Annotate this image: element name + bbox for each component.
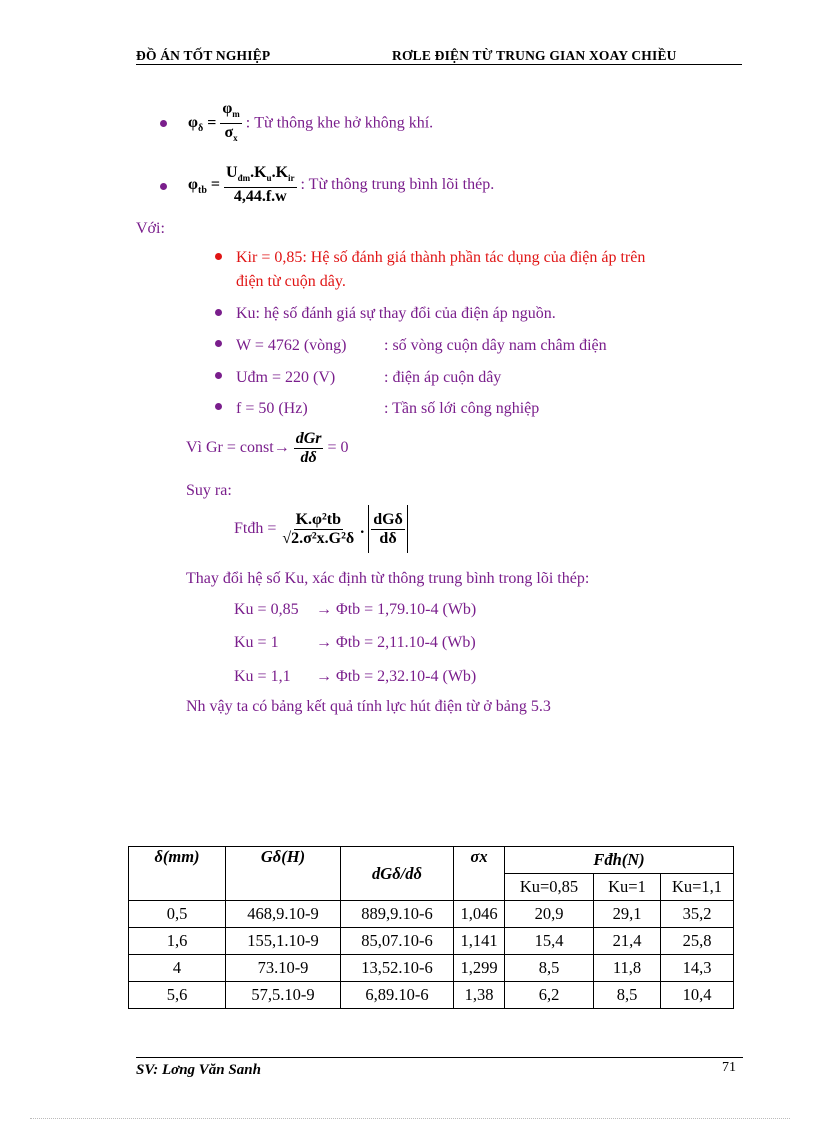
col-header-fdh: Fđh(N) [505,847,734,874]
table-cell: 13,52.10-6 [341,955,454,982]
kir-line1: Kir = 0,85: Hệ số đánh giá thành phần tác dụng của điện áp trên [236,249,646,266]
ku-row-2-label: Ku = 1 [234,634,279,651]
table-cell: 29,1 [594,901,661,928]
phi-tb-formula: $\varphi_{tb}$ = $\frac{U_{đm}.K_u.K_{ir}}{4,44.f.w}$ : Từ thông trung bình lõi thép. [188,164,495,206]
table-cell: 6,89.10-6 [341,982,454,1009]
header-left: ĐỒ ÁN TỐT NGHIỆP [136,48,271,63]
table-row [129,901,734,928]
page-edge-divider [30,1118,790,1119]
table-cell: 4 [129,955,226,982]
bullet-icon [215,309,222,316]
col-header-dg-ddelta: dGδ/dδ [341,847,454,901]
ku-row-3-phi: → Φtb = 2,32.10-4 (Wb) [316,668,477,685]
sub-header-ku-11: Ku=1,1 [661,874,734,901]
udm-desc: : điện áp cuộn dây [384,369,502,386]
col-header-g-delta: Gδ(H) [226,847,341,901]
table-cell: 468,9.10-9 [226,901,341,928]
table-cell: 20,9 [505,901,594,928]
ftdh-formula: Ftđh = $\frac{\text{K.φ²tb}}{\text{√2.σ²x.G²δ}}$ . $\frac{\text{dGδ}}{d\delta}$ [234,505,408,553]
table-cell: 1,6 [129,928,226,955]
table-cell: 5,6 [129,982,226,1009]
table-cell: 155,1.10-9 [226,928,341,955]
table-cell: 10,4 [661,982,734,1009]
header-right: RƠLE ĐIỆN TỪ TRUNG GIAN XOAY CHIỀU [392,48,677,63]
ku-desc: Ku: hệ số đánh giá sự thay đổi của điện áp nguồn. [236,305,556,322]
sub-header-ku-1: Ku=1 [594,874,661,901]
header-divider [136,64,742,65]
table-row [129,982,734,1009]
table-row [129,928,734,955]
suy-ra-label: Suy ra: [186,482,232,499]
udm-value: Uđm = 220 (V) [236,369,336,386]
table-cell: 0,5 [129,901,226,928]
footer-author: SV: Lơng Văn Sanh [136,1062,261,1078]
ku-row-1-label: Ku = 0,85 [234,601,299,618]
table-cell: 25,8 [661,928,734,955]
table-cell: 1,38 [454,982,505,1009]
ku-row-3-label: Ku = 1,1 [234,668,291,685]
bullet-icon [215,340,222,347]
thay-doi-text: Thay đổi hệ số Ku, xác định từ thông trung bình trong lõi thép: [186,570,590,587]
table-cell: 8,5 [505,955,594,982]
f-value: f = 50 (Hz) [236,400,308,417]
col-header-sigma: σx [454,847,505,901]
table-cell: 85,07.10-6 [341,928,454,955]
table-row [129,955,734,982]
results-table [128,846,734,1009]
vi-gr-formula: Vì Gr = const→ $\frac{\text{dGr}}{d\delta}$ = 0 [186,429,349,466]
ku-row-1-phi: → Φtb = 1,79.10-4 (Wb) [316,601,477,618]
col-header-delta: δ(mm) [129,847,226,901]
table-cell: 14,3 [661,955,734,982]
bullet-icon [215,372,222,379]
table-cell: 8,5 [594,982,661,1009]
kir-line2: điện từ cuộn dây. [236,273,346,290]
table-cell: 1,141 [454,928,505,955]
table-cell: 35,2 [661,901,734,928]
footer-divider [136,1057,743,1058]
table-cell: 11,8 [594,955,661,982]
bullet-icon [215,253,222,260]
table-cell: 6,2 [505,982,594,1009]
table-cell: 15,4 [505,928,594,955]
conclusion-text: Nh vậy ta có bảng kết quả tính lực hút điện từ ở bảng 5.3 [186,698,551,715]
phi-delta-desc: : Từ thông khe hở không khí. [245,114,434,132]
sub-header-ku-085: Ku=0,85 [505,874,594,901]
voi-label: Với: [136,220,165,237]
f-desc: : Tần số lới công nghiệp [384,400,540,417]
table-cell: 57,5.10-9 [226,982,341,1009]
w-desc: : số vòng cuộn dây nam châm điện [384,337,607,354]
table-cell: 73.10-9 [226,955,341,982]
table-cell: 21,4 [594,928,661,955]
bullet-icon [160,183,167,190]
phi-delta-formula: $\varphi_\delta$ = $\frac{\varphi_m}{\sigma_x}$ : Từ thông khe hở không khí. [188,100,434,144]
phi-tb-desc: : Từ thông trung bình lõi thép. [300,176,495,193]
bullet-icon [160,120,167,127]
table-cell: 889,9.10-6 [341,901,454,928]
bullet-icon [215,403,222,410]
ku-row-2-phi: → Φtb = 2,11.10-4 (Wb) [316,634,476,651]
table-cell: 1,299 [454,955,505,982]
page-number: 71 [722,1060,736,1075]
table-cell: 1,046 [454,901,505,928]
w-value: W = 4762 (vòng) [236,337,347,354]
table-header-row [129,847,734,874]
